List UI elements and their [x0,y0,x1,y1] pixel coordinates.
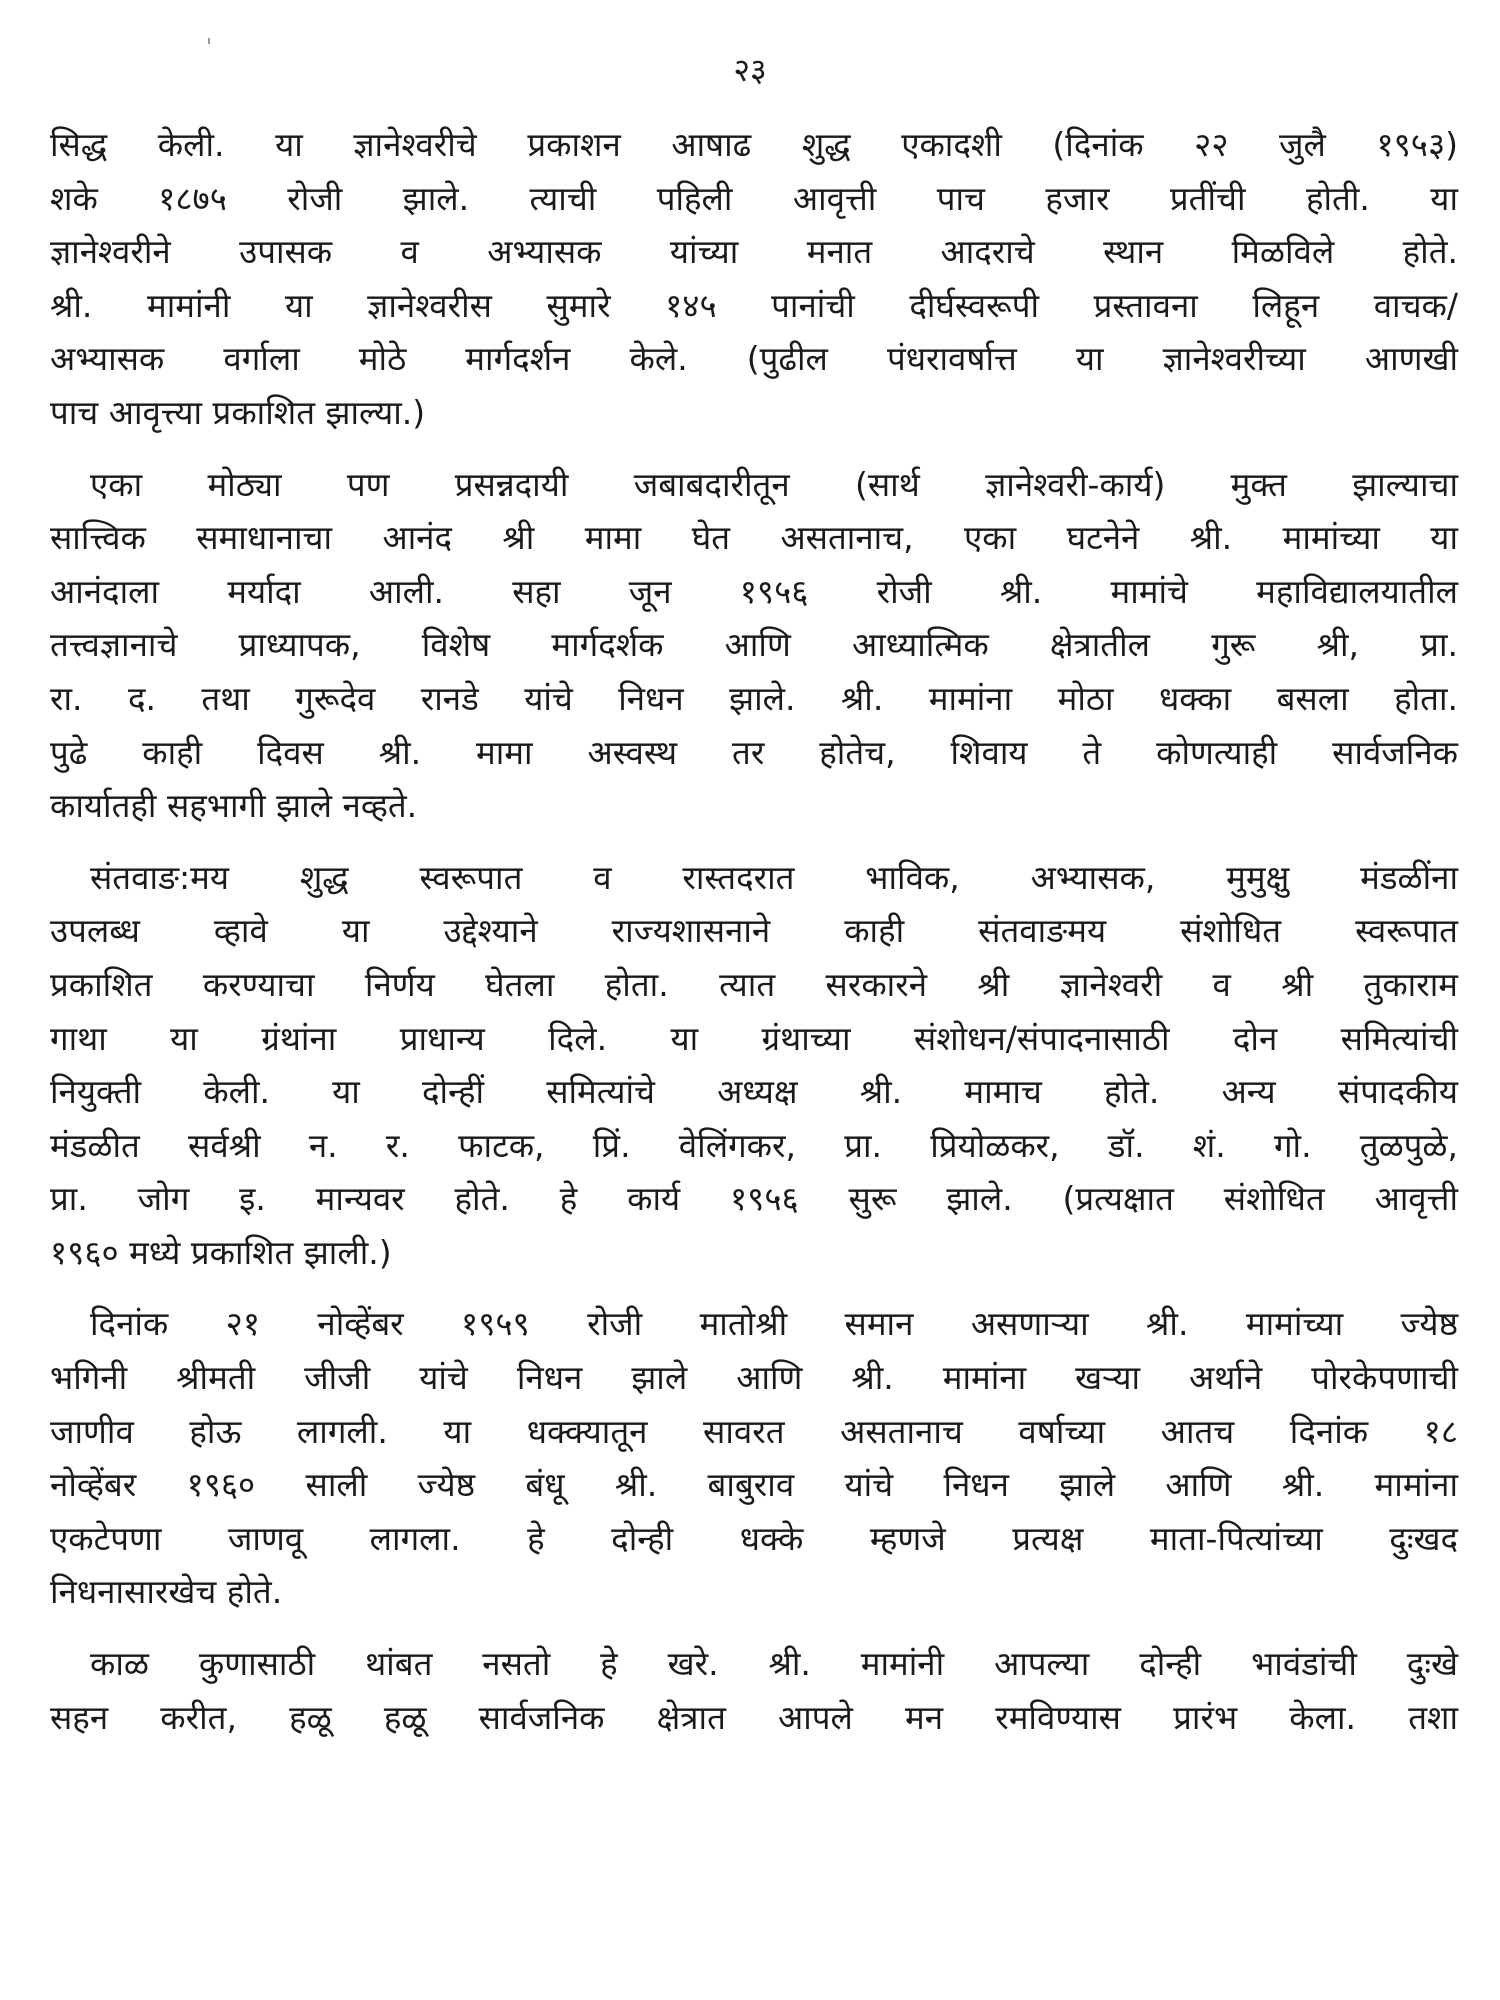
text-line: पाच आवृत्त्या प्रकाशित झाल्या.) [50,392,426,432]
text-line: आनंदाला मर्यादा आली. सहा जून १९५६ रोजी श्री. मामांचे महाविद्यालयातील [50,571,1458,611]
text-line: श्री. मामांनी या ज्ञानेश्वरीस सुमारे १४५ पानांची दीर्घस्वरूपी प्रस्तावना लिहून वाचक/ [50,285,1458,325]
scan-mark [208,38,210,44]
paragraph-4 [50,1297,1458,1619]
text-line: सात्त्विक समाधानाचा आनंद श्री मामा घेत असतानाच, एका घटनेने श्री. मामांच्या या [50,518,1458,558]
text-line: सहन करीत, हळू हळू सार्वजनिक क्षेत्रात आपले मन रमविण्यास प्रारंभ केला. तशा [50,1697,1458,1737]
text-line: भगिनी श्रीमती जीजी यांचे निधन झाले आणि श्री. मामांना खऱ्या अर्थाने पोरकेपणाची [50,1358,1458,1398]
paragraph-3 [50,851,1458,1280]
text-line: प्रा. जोग इ. मान्यवर होते. हे कार्य १९५६ सुरू झाले. (प्रत्यक्षात संशोधित आवृत्ती [50,1179,1458,1219]
text-line: काळ कुणासाठी थांबत नसतो हे खरे. श्री. मामांनी आपल्या दोन्ही भावंडांची दुःखे [90,1644,1458,1684]
text-line: निधनासारखेच होते. [50,1572,283,1612]
paragraph-1 [50,118,1458,440]
text-line: जाणीव होऊ लागली. या धक्क्यातून सावरत असतानाच वर्षाच्या आतच दिनांक १८ [50,1411,1458,1451]
text-line: गाथा या ग्रंथांना प्राधान्य दिले. या ग्रंथाच्या संशोधन/संपादनासाठी दोन समित्यांची [50,1018,1458,1058]
text-line: कार्यातही सहभागी झाले नव्हते. [50,786,418,826]
text-line: उपलब्ध व्हावे या उद्देश्याने राज्यशासनाने काही संतवाङमय संशोधित स्वरूपात [50,911,1458,951]
text-line: रा. द. तथा गुरूदेव रानडे यांचे निधन झाले. श्री. मामांना मोठा धक्का बसला होता. [50,678,1458,718]
text-line: तत्त्वज्ञानाचे प्राध्यापक, विशेष मार्गदर्शक आणि आध्यात्मिक क्षेत्रातील गुरू श्री, प्रा. [50,625,1458,665]
text-line: १९६० मध्ये प्रकाशित झाली.) [50,1232,392,1272]
text-line: ज्ञानेश्वरीने उपासक व अभ्यासक यांच्या मनात आदराचे स्थान मिळविले होते. [50,232,1458,272]
text-line: नियुक्ती केली. या दोन्हीं समित्यांचे अध्यक्ष श्री. मामाच होते. अन्य संपादकीय [50,1072,1458,1112]
text-line: नोव्हेंबर १९६० साली ज्येष्ठ बंधू श्री. बाबुराव यांचे निधन झाले आणि श्री. मामांना [50,1465,1458,1505]
text-line: अभ्यासक वर्गाला मोठे मार्गदर्शन केले. (पुढील पंधरावर्षात्त या ज्ञानेश्वरीच्या आणखी [50,339,1458,379]
text-line: मंडळीत सर्वश्री न. र. फाटक, प्रिं. वेलिंगकर, प्रा. प्रियोळकर, डॉ. शं. गो. तुळपुळे, [50,1125,1458,1165]
text-line: दिनांक २१ नोव्हेंबर १९५९ रोजी मातोश्री समान असणाऱ्या श्री. मामांच्या ज्येष्ठ [90,1304,1458,1344]
text-line: संतवाङ:मय शुद्ध स्वरूपात व रास्तदरात भाविक, अभ्यासक, मुमुक्षु मंडळींना [90,857,1458,897]
text-line: सिद्ध केली. या ज्ञानेश्वरीचे प्रकाशन आषाढ शुद्ध एकादशी (दिनांक २२ जुलै १९५३) [50,125,1458,164]
paragraph-2 [50,458,1458,833]
text-line: एकटेपणा जाणवू लागला. हे दोन्ही धक्के म्हणजे प्रत्यक्ष माता-पित्यांच्या दुःखद [50,1518,1458,1558]
text-line: प्रकाशित करण्याचा निर्णय घेतला होता. त्यात सरकारने श्री ज्ञानेश्वरी व श्री तुकाराम [50,964,1458,1004]
text-line: शके १८७५ रोजी झाले. त्याची पहिली आवृत्ती पाच हजार प्रतींची होती. या [50,178,1458,218]
page-number: २३ [733,51,767,89]
body-text [50,118,1458,1762]
text-line: एका मोठ्या पण प्रसन्नदायी जबाबदारीतून (सार्थ ज्ञानेश्वरी-कार्य) मुक्त झाल्याचा [90,464,1458,504]
paragraph-5 [50,1637,1458,1744]
text-line: पुढे काही दिवस श्री. मामा अस्वस्थ तर होतेच, शिवाय ते कोणत्याही सार्वजनिक [50,732,1458,772]
